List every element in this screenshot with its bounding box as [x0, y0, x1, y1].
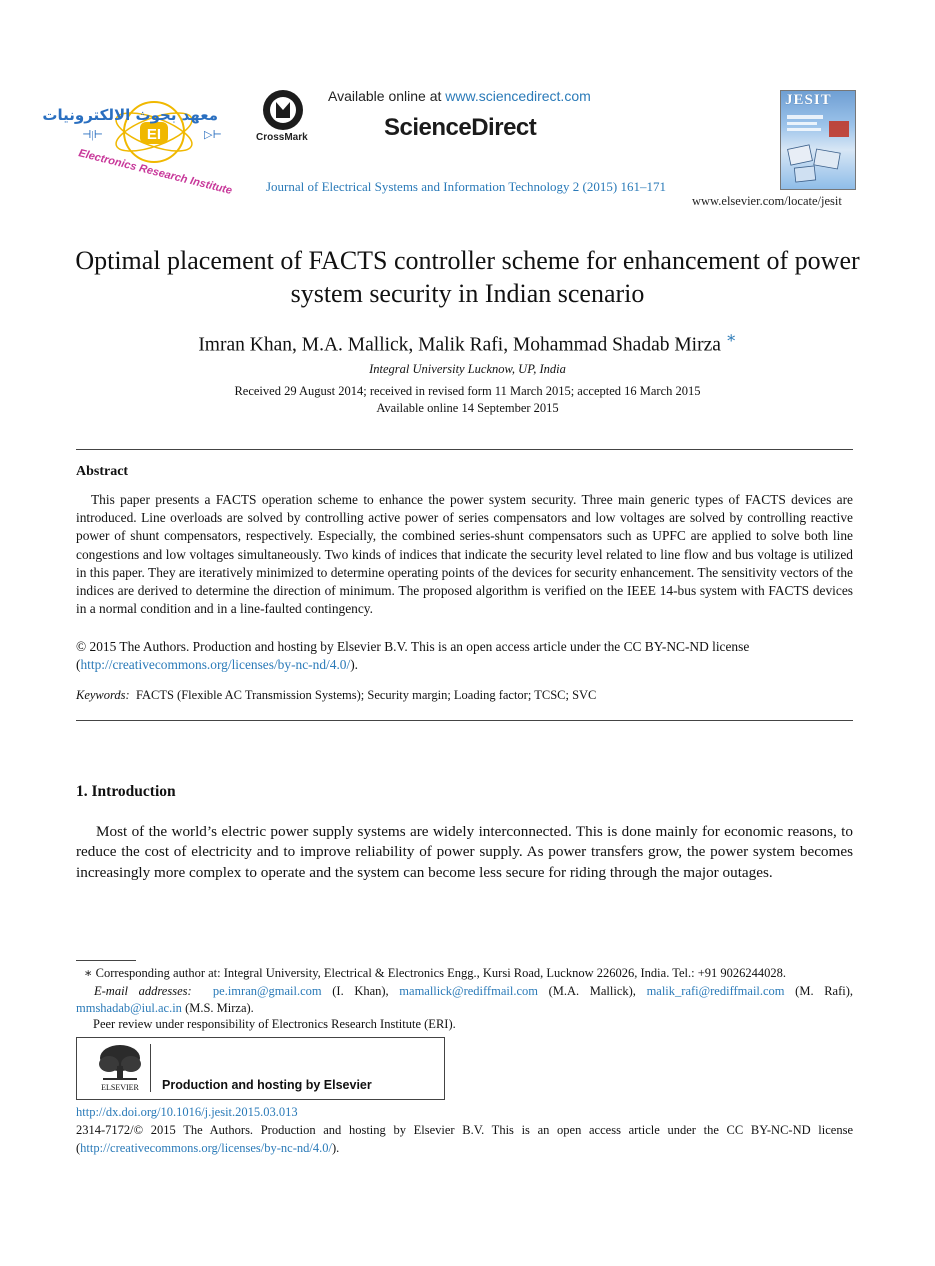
journal-reference[interactable]: Journal of Electrical Systems and Information Technology 2 (2015) 161–171 [266, 179, 666, 194]
email-link-khan[interactable]: pe.imran@gmail.com [212, 984, 322, 998]
abstract-copyright-suffix: ). [350, 657, 359, 673]
received-dates: Received 29 August 2014; received in revised form 11 March 2015; accepted 16 March 2015 [234, 384, 701, 398]
crossmark-icon [256, 88, 314, 132]
divider-top [76, 449, 853, 450]
elsevier-divider [150, 1044, 151, 1092]
cover-title: JESIT [785, 92, 832, 108]
abstract-body: This paper presents a FACTS operation scheme to enhance the power system security. Three main generic types of FACTS devices are introduced. Line overloads are solved by controlling active power of series compensators and low voltages are solved by controlling reactive power of shunt compensators, respectively. Especially, the combined series-shunt compensators such as UPFC are applied to solve both line congestions and low voltages simultaneously. Two kinds of indices that indicate the security level related to line flow and bus voltage is utilized in this paper. They are iteratively minimized to determine operating points of the devices for security enhancement. The sensitivity vectors of the indices are derived to determine the direction of minimum. The proposed algorithm is verified on the IEEE 14-bus system with FACTS devices in a normal condition and in a line-faulted contingency. [76, 492, 853, 617]
bottom-copyright-suffix: ). [331, 1141, 340, 1155]
keywords-list: FACTS (Flexible AC Transmission Systems); Security margin; Loading factor; TCSC; SVC [135, 688, 597, 702]
affiliation: Integral University Lucknow, UP, India [369, 362, 566, 376]
email-name-khan: (I. Khan), [321, 984, 400, 998]
abstract-license-link[interactable]: http://creativecommons.org/licenses/by-nc-nd/4.0/ [80, 657, 351, 673]
elsevier-hosting-box [76, 1037, 445, 1100]
divider-bottom [76, 720, 853, 721]
peer-review-note: Peer review under responsibility of Electronics Research Institute (ERI). [93, 1017, 456, 1031]
available-prefix: Available online at [328, 88, 446, 104]
bottom-copyright-text: 2314-7172/© 2015 The Authors. Production and hosting by Elsevier B.V. This is an open access article under the CC BY-NC-ND license ( [76, 1123, 853, 1155]
crossmark-badge[interactable] [256, 88, 314, 148]
author-list [40, 328, 895, 357]
intro-heading: 1. Introduction [76, 783, 176, 800]
email-label: E-mail addresses: [94, 984, 192, 998]
corresponding-author-note: ∗ Corresponding author at: Integral University, Electrical & Electronics Engg., Kursi Road, Lucknow 226026, India. Tel.: +91 9026244028. [84, 966, 787, 980]
authors-text: Imran Khan, M.A. Mallick, Malik Rafi, Mohammad Shadab Mirza [198, 334, 721, 356]
abstract-copyright [76, 638, 853, 674]
eri-logo [42, 84, 248, 198]
online-date: Available online 14 September 2015 [376, 401, 559, 415]
sciencedirect-link[interactable]: www.sciencedirect.com [445, 88, 591, 104]
elsevier-tree-icon [91, 1042, 149, 1092]
svg-text:⊣|⊢: ⊣|⊢ [82, 129, 104, 141]
bottom-copyright [76, 1121, 853, 1157]
bottom-license-link[interactable]: http://creativecommons.org/licenses/by-nc-nd/4.0/ [80, 1141, 332, 1155]
crossmark-label: CrossMark [256, 132, 308, 143]
article-title: Optimal placement of FACTS controller scheme for enhancement of power system security in Indian scenario [75, 246, 860, 308]
eri-english-name: Electronics Research Institute [77, 147, 234, 198]
email-name-mirza: (M.S. Mirza). [181, 1001, 254, 1015]
svg-text:▷⊢: ▷⊢ [204, 129, 222, 141]
journal-cover-image[interactable] [780, 90, 856, 190]
footnote-rule [76, 960, 136, 961]
email-name-rafi: (M. Rafi), [784, 984, 853, 998]
email-link-mallick[interactable]: mamallick@rediffmail.com [399, 984, 538, 998]
journal-site-url[interactable]: www.elsevier.com/locate/jesit [692, 194, 842, 208]
abstract-heading: Abstract [76, 464, 129, 479]
doi-link[interactable]: http://dx.doi.org/10.1016/j.jesit.2015.03.013 [76, 1105, 298, 1119]
corresponding-author-mark[interactable]: ∗ [725, 330, 737, 347]
cover-graphic-icon [781, 91, 855, 189]
intro-body: Most of the world’s electric power supply systems are widely interconnected. This is done mainly for economic reasons, to reduce the cost of electricity and to improve reliability of power supply. As power transfers grow, the power system becomes increasingly more complex to operate and the system can become less secure for riding through the major outages. [76, 823, 853, 881]
abstract-copyright-text: © 2015 The Authors. Production and hosting by Elsevier B.V. This is an open access article under the CC BY-NC-ND license ( [76, 639, 750, 673]
email-name-mallick: (M.A. Mallick), [537, 984, 647, 998]
sciencedirect-logo: ScienceDirect [384, 114, 537, 141]
svg-text:EI: EI [146, 126, 162, 143]
available-online [328, 88, 591, 104]
keywords-label: Keywords: [76, 688, 130, 702]
elsevier-tree-label: ELSEVIER [101, 1083, 139, 1092]
email-link-rafi[interactable]: malik_rafi@rediffmail.com [646, 984, 785, 998]
keywords [76, 688, 853, 703]
email-addresses [76, 983, 853, 1017]
email-link-mirza[interactable]: mmshadab@iul.ac.in [76, 1001, 182, 1015]
eri-arabic-name: معهد بحوث الالكترونيات [42, 106, 218, 124]
production-hosting-text: Production and hosting by Elsevier [162, 1078, 372, 1092]
